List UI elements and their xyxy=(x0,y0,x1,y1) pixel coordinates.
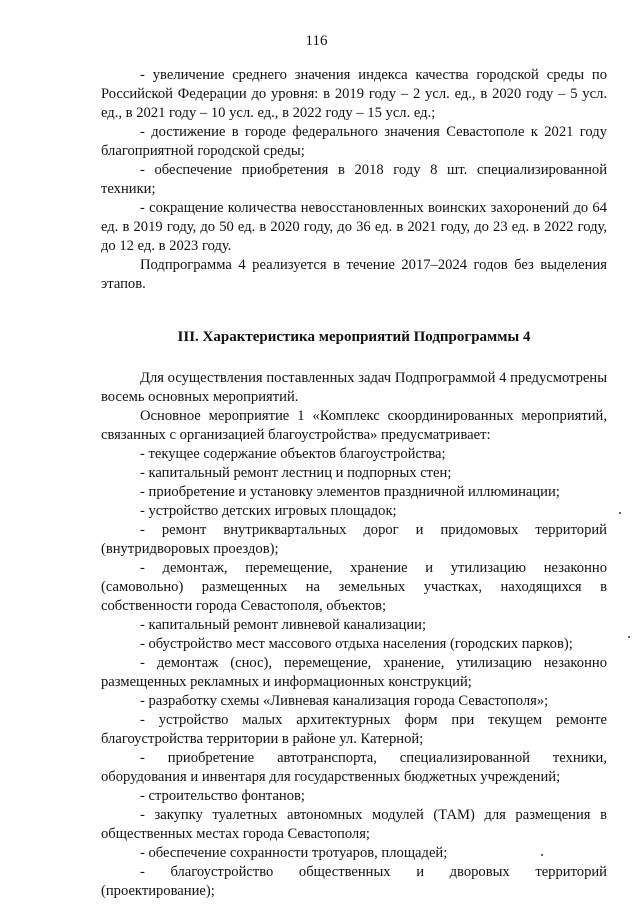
list-item: - ремонт внутриквартальных дорог и придомовых территорий (внутридворовых проездов); xyxy=(101,522,607,557)
list-item: - демонтаж (снос), перемещение, хранение, утилизацию незаконно размещенных рекламных и информационных конструкций; xyxy=(101,655,607,690)
list-item: - устройство малых архитектурных форм при текущем ремонте благоустройства территории в районе ул. Катерной; xyxy=(101,712,607,747)
list-item: - демонтаж, перемещение, хранение и утилизацию незаконно (самовольно) размещенных на земельных участках, находящихся в собственности города Севастополя, объектов; xyxy=(101,560,607,614)
list-item: - приобретение автотранспорта, специализированной техники, оборудования и инвентаря для государственных бюджетных учреждений; xyxy=(101,750,607,785)
list-item: - обустройство мест массового отдыха населения (городских парков); xyxy=(140,636,573,652)
list-item: - устройство детских игровых площадок; xyxy=(140,503,397,519)
scan-speck xyxy=(541,854,543,856)
list-item: - приобретение и установку элементов праздничной иллюминации; xyxy=(140,484,560,500)
list-item: - капитальный ремонт ливневой канализации; xyxy=(140,617,426,633)
page-number: 116 xyxy=(305,33,328,49)
list-item: - капитальный ремонт лестниц и подпорных стен; xyxy=(140,465,452,481)
list-item: - закупку туалетных автономных модулей (ТАМ) для размещения в общественных местах города Севастополя; xyxy=(101,807,607,842)
section-heading: III. Характеристика мероприятий Подпрограммы 4 xyxy=(177,329,531,345)
scan-speck xyxy=(628,636,630,638)
scan-speck xyxy=(619,512,621,514)
paragraph: - достижение в городе федерального значения Севастополе к 2021 году благоприятной городской среды; xyxy=(101,124,607,159)
paragraph: Для осуществления поставленных задач Подпрограммой 4 предусмотрены восемь основных мероприятий. xyxy=(101,370,607,405)
paragraph: - сокращение количества невосстановленных воинских захоронений до 64 ед. в 2019 году, до 50 ед. в 2020 году, до 36 ед. в 2021 году, до 23 ед. в 2022 году, до 12 ед. в 2023 году. xyxy=(101,200,607,254)
list-item: - благоустройство общественных и дворовых территорий (проектирование); xyxy=(101,864,607,899)
paragraph: Основное мероприятие 1 «Комплекс скоординированных мероприятий, связанных с организацией благоустройства» предусматривает: xyxy=(101,408,607,443)
list-item: - обеспечение сохранности тротуаров, площадей; xyxy=(140,845,448,861)
paragraph: - обеспечение приобретения в 2018 году 8 шт. специализированной техники; xyxy=(101,162,607,197)
list-item: - текущее содержание объектов благоустройства; xyxy=(140,446,446,462)
document-body xyxy=(101,66,607,901)
list-item: - строительство фонтанов; xyxy=(140,788,305,804)
paragraph: - увеличение среднего значения индекса качества городской среды по Российской Федерации до уровня: в 2019 году – 2 усл. ед., в 2020 году – 5 усл. ед., в 2021 году – 10 усл. ед., в 2022 году – 15 усл. ед.; xyxy=(101,67,607,121)
paragraph: Подпрограмма 4 реализуется в течение 2017–2024 годов без выделения этапов. xyxy=(101,257,607,292)
list-item: - разработку схемы «Ливневая канализация города Севастополя»; xyxy=(140,693,549,709)
